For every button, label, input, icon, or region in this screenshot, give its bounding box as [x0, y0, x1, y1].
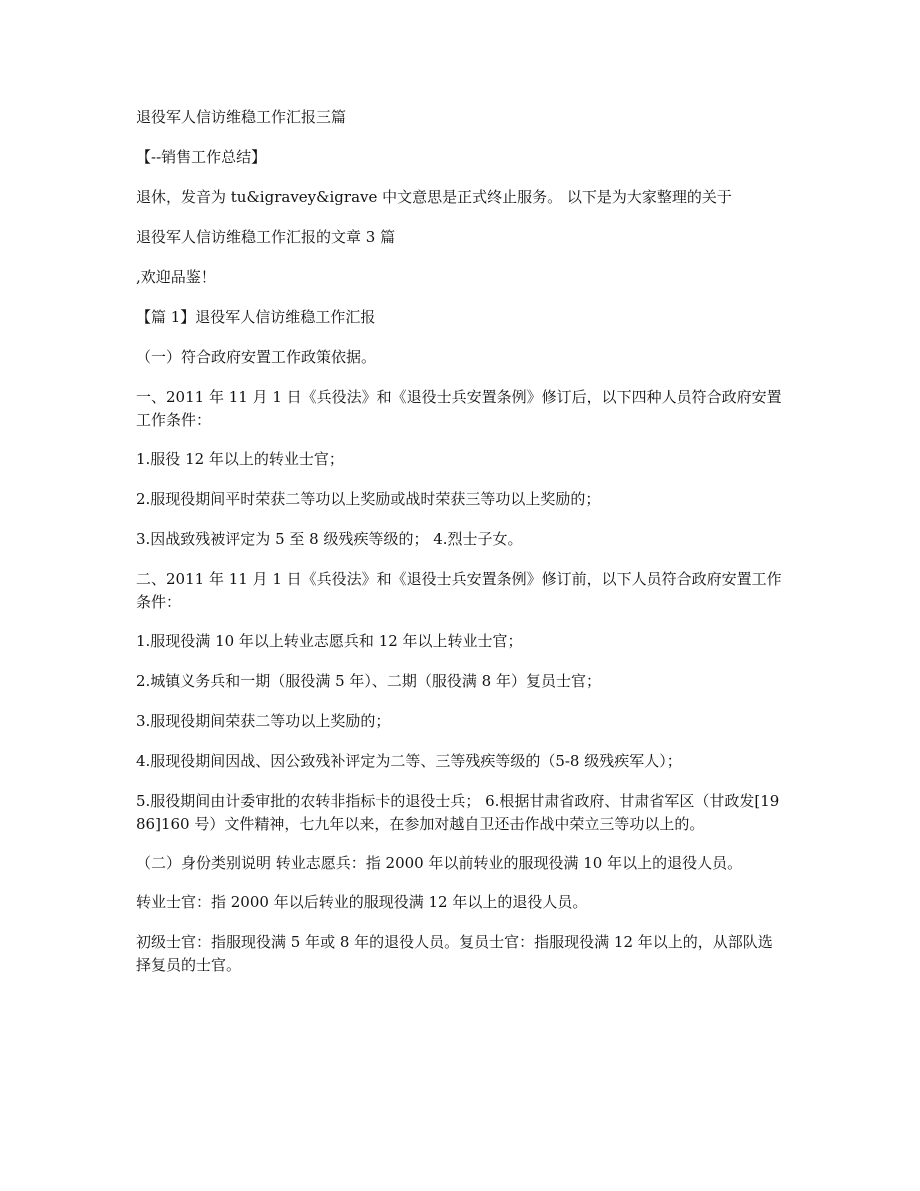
intro-line-3: ,欢迎品鉴！ [136, 268, 216, 286]
document-body [136, 106, 784, 993]
paragraph-2-item-4: 4.服现役期间因战、因公致残补评定为二等、三等残疾等级的（5-8 级残疾军人）； [136, 752, 682, 770]
intro-line-2: 退役军人信访维稳工作汇报的文章 3 篇 [136, 228, 396, 246]
paragraph-1-item-2: 2.服现役期间平时荣获二等功以上奖励或战时荣获三等功以上奖励的； [136, 490, 601, 508]
paragraph-2-item-1: 1.服现役满 10 年以上转业志愿兵和 12 年以上转业士官； [136, 632, 523, 650]
definition-1: 转业士官：指 2000 年以后转业的服现役满 12 年以上的退役人员。 [136, 893, 588, 911]
article-heading: 【篇 1】退役军人信访维稳工作汇报 [136, 308, 376, 326]
document-title: 退役军人信访维稳工作汇报三篇 [136, 108, 347, 126]
category-tag: 【--销售工作总结】 [136, 148, 267, 166]
definition-2: 初级士官：指服现役满 5 年或 8 年的退役人员。复员士官：指服现役满 12 年以上的，从部队选择复员的士官。 [136, 933, 773, 974]
paragraph-2-item-3: 3.服现役期间荣获二等功以上奖励的； [136, 712, 391, 730]
section-2: （二）身份类别说明 转业志愿兵：指 2000 年以前转业的服现役满 10 年以上的退役人员。 [136, 854, 743, 872]
intro-line-1: 退休，发音为 tu&igravey&igrave 中文意思是正式终止服务。 以下是为大家整理的关于 [136, 188, 732, 206]
paragraph-2-item-2: 2.城镇义务兵和一期（服役满 5 年）、二期（服役满 8 年）复员士官； [136, 672, 601, 690]
paragraph-1-item-1: 1.服役 12 年以上的转业士官； [136, 450, 344, 468]
paragraph-1-item-3: 3.因战致残被评定为 5 至 8 级残疾等级的； 4.烈士子女。 [136, 530, 523, 548]
section-1-heading: （一）符合政府安置工作政策依据。 [136, 348, 377, 366]
paragraph-2: 二、2011 年 11 月 1 日《兵役法》和《退役士兵安置条例》修订前，以下人员符合政府安置工作条件： [136, 570, 782, 611]
paragraph-1: 一、2011 年 11 月 1 日《兵役法》和《退役士兵安置条例》修订后，以下四种人员符合政府安置工作条件： [136, 388, 782, 429]
paragraph-2-item-5: 5.服役期间由计委审批的农转非指标卡的退役士兵； 6.根据甘肃省政府、甘肃省军区（甘政发[1986]160 号）文件精神，七九年以来，在参加对越自卫还击作战中荣立三等功以上的。 [136, 792, 780, 833]
